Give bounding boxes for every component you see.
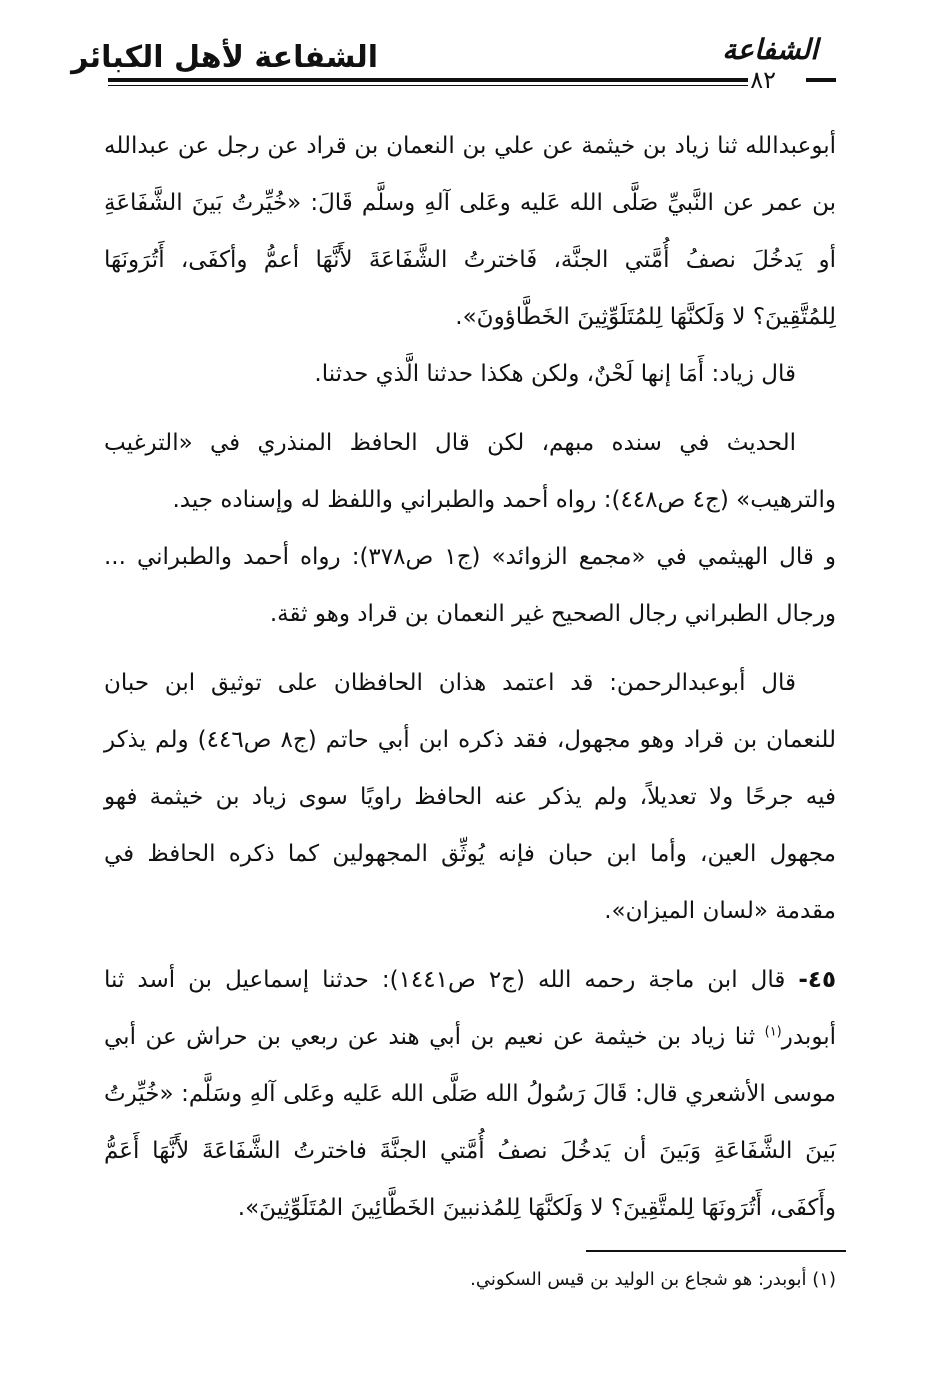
hadith-45-chain: قال ابن ماجة رحمه الله (ج٢ ص١٤٤١): حدثنا إسماعيل بن أسد ثنا أبوبدر [104, 967, 837, 1050]
paragraph-mundhiri: الحديث في سنده مبهم، لكن قال الحافظ المنذري في «الترغيب والترهيب» (ج٤ ص٤٤٨): رواه أحمد والطبراني واللفظ له وإسناده جيد. [104, 430, 836, 513]
paragraph-haythami: و قال الهيثمي في «مجمع الزوائد» (ج١ ص٣٧٨): رواه أحمد والطبراني ... ورجال الطبراني رجال الصحيح غير النعمان بن قراد وهو ثقة. [104, 544, 837, 627]
paragraph-hadith-44-text: أبوعبدالله ثنا زياد بن خيثمة عن علي بن النعمان بن قراد عن رجل عن عبدالله بن عمر عن النَّبيِّ صَلَّى الله عَليه وعَلى آلهِ وسلَّم قَالَ: «خُيِّرتُ بَينَ الشَّفَاعَةِ أو يَدخُلَ نصفُ أُمَّتي الجنَّة، فَاخترتُ الشَّفَاعَةَ لأَنَّهَا أعمُّ وأكفَى، أَتُرَونَهَا لِلمُتَّقِينَ؟ لا وَلَكنَّهَا لِلمُتَلَوِّثِينَ الخَطَّاؤونَ». [104, 133, 836, 330]
page-header [71, 30, 836, 100]
footnote-mark: (١) [764, 1024, 782, 1040]
paragraph-hadith-45 [104, 952, 836, 1237]
hadith-45-text: ثنا زياد بن خيثمة عن نعيم بن أبي هند عن ربعي بن حراش عن أبي موسى الأشعري قال: قَالَ رَسُولُ الله صَلَّى الله عَليه وعَلى آلهِ وسَلَّم: «خُيِّرتُ بَينَ الشَّفَاعَةِ وَبَينَ أن يَدخُلَ نصفُ أُمَّتي الجنَّةَ فاخترتُ الشَّفَاعَةَ لأَنَّهَا أَعَمُّ وأَكفَى، أَتُرَونَهَا لِلمتَّقِينَ؟ لا وَلَكنَّهَا لِلمُذنبينَ الخَطَّائِينَ المُتَلَوِّثِينَ». [104, 1024, 836, 1221]
footnote-separator [586, 1250, 846, 1252]
header-rule [108, 78, 748, 82]
paragraph-abu-abdirrahman: قال أبوعبدالرحمن: قد اعتمد هذان الحافظان على توثيق ابن حبان للنعمان بن قراد وهو مجهول، فقد ذكره ابن أبي حاتم (ج٨ ص٤٤٦) ولم يذكر فيه جرحًا ولا تعديلاً، ولم يذكر عنه الحافظ راويًا سوى زياد بن خيثمة فهو مجهول العين، وأما ابن حبان فإنه يُوثِّق المجهولين كما ذكره الحافظ في مقدمة «لسان الميزان». [104, 670, 836, 924]
book-logo: الشفاعة [722, 33, 818, 66]
header-rule-right [806, 78, 836, 82]
page-number: ٨٢ [750, 66, 776, 94]
footnote: (١) أبوبدر: هو شجاع بن الوليد بن قيس السكوني. [470, 1269, 836, 1290]
body-text [104, 118, 836, 1237]
running-title: الشفاعة لأهل الكبائر [71, 40, 378, 75]
hadith-number: ٤٥- [798, 967, 836, 993]
header-rule-thin [108, 85, 748, 86]
paragraph-ziyad-comment: قال زياد: أَمَا إنها لَحْنٌ، ولكن هكذا حدثنا الَّذي حدثنا. [314, 361, 796, 387]
